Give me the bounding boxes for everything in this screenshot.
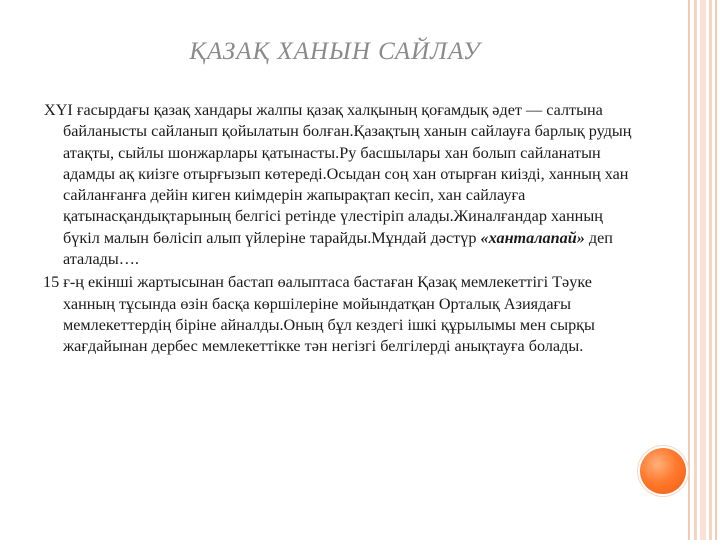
decorative-stripe [715, 0, 717, 540]
decorative-stripe [709, 0, 712, 540]
slide-body [43, 100, 643, 360]
decorative-stripe [700, 0, 706, 540]
decorative-stripe [688, 0, 690, 540]
slide-title: ҚАЗАҚ ХАНЫН САЙЛАУ [189, 38, 481, 65]
orange-circle-ornament [640, 448, 686, 494]
paragraph-1-text: XYI ғасырдағы қазақ хандары жалпы қазақ халқының қоғамдық әдет — салтына байланысты сайланып қойылатын болған.Қазақтың ханын сайлауға барлық рудың атақты, сыйлы шонжарлары қатынасты.Ру басшылары хан болып сайланатын адамды ақ киізге отырғызып көтереді.Осыдан соң хан отырған киізді, ханның хан сайланғанға дейін киген киімдерін жапырақтап кесіп, хан сайлауға қатынасқандықтарының белгісі ретінде үлестіріп алады.Жиналғандар ханның бүкіл малын бөлісіп алып үйлеріне тарайды.Мұндай дәстүр [44, 101, 632, 247]
paragraph-1-ending: деп аталады…. [63, 228, 613, 269]
paragraph-1 [43, 100, 643, 270]
decorative-stripe [694, 0, 697, 540]
paragraph-2: 15 ғ-ң екінші жартысынан бастап өалыптаса бастаған Қазақ мемлекеттігі Тәуке ханның тұсында өзін басқа көршілеріне мойындатқан Орталық Азиядағы мемлекеттердің біріне айналды.Оның бұл кездегі ішкі құрылымы мен сырқы жағдайынан дербес мемлекеттікке тән негізгі белгілерді анықтауға болады. [43, 273, 595, 356]
paragraph-1-emphasis: «ханталапай» [480, 228, 585, 247]
